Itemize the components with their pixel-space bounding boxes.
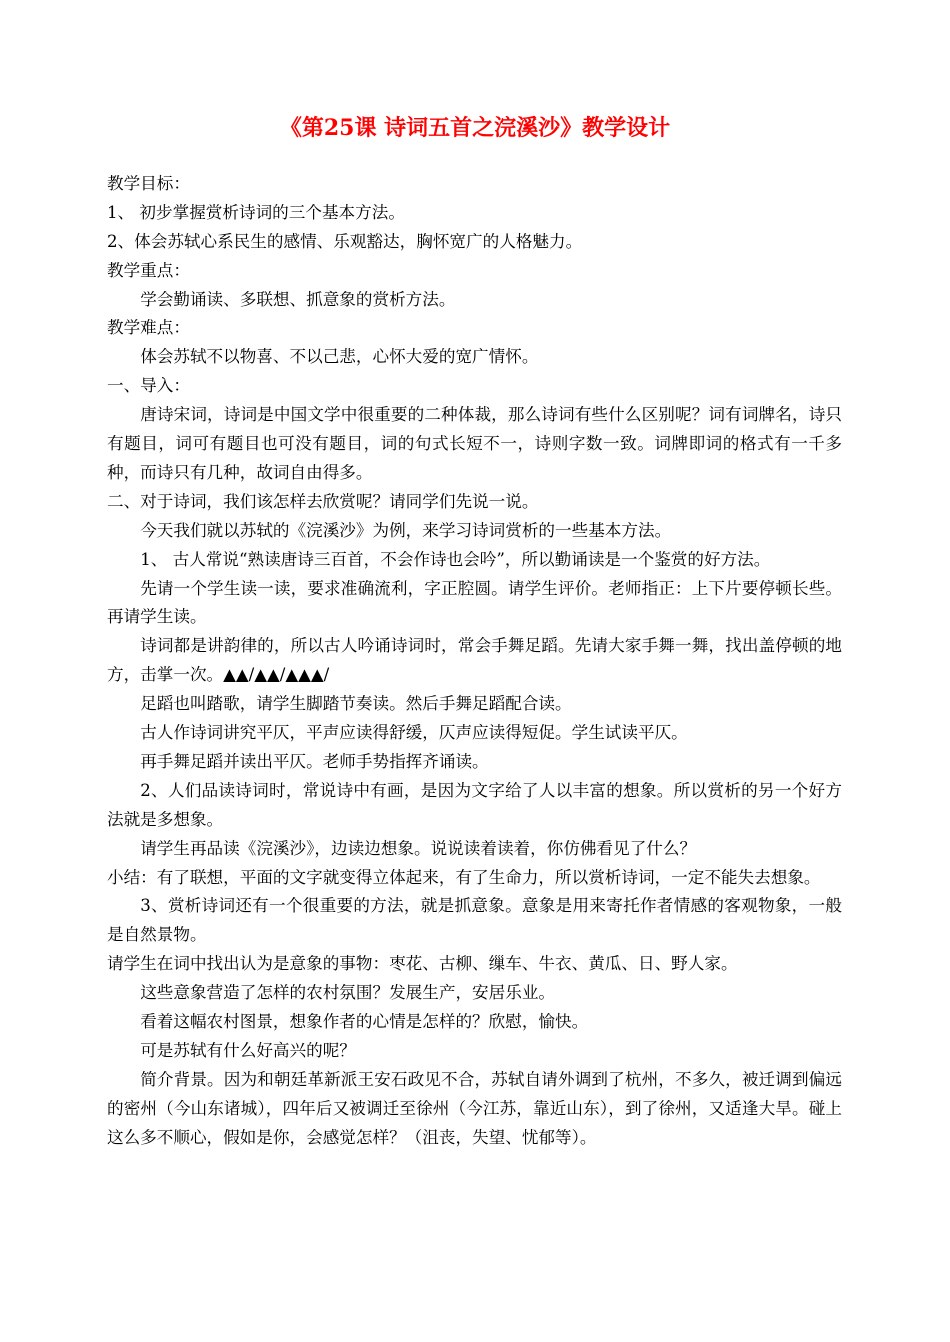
document-body (107, 170, 842, 1153)
method2-paragraph-1: 请学生再品读《浣溪沙》，边读边想象。说说读着读着，你仿佛看见了什么？ (140, 838, 697, 858)
objective-item-2: 2、体会苏轼心系民生的感情、乐观豁达，胸怀宽广的人格魅力。 (107, 231, 583, 251)
section1-paragraph: 唐诗宋词，诗词是中国文学中很重要的二种体裁，那么诗词有些什么区别呢？词有词牌名，诗只有题目，词可有题目也可没有题目，词的句式长短不一，诗则字数一致。词牌即词的格式有一千多种，而诗只有几种，故词自由得多。 (107, 405, 842, 482)
method1-paragraph-5: 再手舞足蹈并读出平仄。老师手势指挥齐诵读。 (140, 751, 489, 771)
method2-summary: 小结：有了联想，平面的文字就变得立体起来，有了生命力，所以赏析诗词，一定不能失去想象。 (107, 867, 821, 887)
method3-paragraph-2: 这些意象营造了怎样的农村氛围？发展生产，安居乐业。 (140, 983, 556, 1003)
method1-heading: 1、 古人常说“熟读唐诗三百首，不会作诗也会吟”，所以勤诵读是一个鉴赏的好方法。 (140, 549, 771, 569)
method1-paragraph-2: 诗词都是讲韵律的，所以古人吟诵诗词时，常会手舞足蹈。先请大家手舞一舞，找出盖停顿的地方，击掌一次。▲▲/▲▲/▲▲▲/ (107, 636, 842, 685)
method3-paragraph-1: 请学生在词中找出认为是意象的事物：枣花、古柳、缫车、牛衣、黄瓜、日、野人家。 (107, 954, 738, 974)
method3-paragraph-5: 简介背景。因为和朝廷革新派王安石政见不合，苏轼自请外调到了杭州，不多久，被迁调到偏远的密州（今山东诸城），四年后又被调迁至徐州（今江苏，靠近山东），到了徐州，又适逢大旱。碰上这么多不顺心，假如是你，会感觉怎样？（沮丧，失望、忧郁等）。 (107, 1069, 842, 1147)
method3-heading: 3、赏析诗词还有一个很重要的方法，就是抓意象。意象是用来寄托作者情感的客观物象，一般是自然景物。 (107, 896, 842, 945)
key-points-text: 学会勤诵读、多联想、抓意象的赏析方法。 (140, 289, 456, 309)
document-title: 《第25课 诗词五首之浣溪沙》教学设计 (279, 115, 671, 141)
section2-intro: 今天我们就以苏轼的《浣溪沙》为例，来学习诗词赏析的一些基本方法。 (140, 520, 672, 540)
objective-item-1: 1、 初步掌握赏析诗词的三个基本方法。 (107, 202, 405, 222)
method1-paragraph-3: 足蹈也叫踏歌，请学生脚踏节奏读。然后手舞足蹈配合读。 (140, 694, 572, 714)
method1-paragraph-4: 古人作诗词讲究平仄，平声应读得舒缓，仄声应读得短促。学生试读平仄。 (140, 723, 688, 743)
method3-paragraph-4: 可是苏轼有什么好高兴的呢？ (140, 1040, 356, 1060)
section2-heading: 二、对于诗词，我们该怎样去欣赏呢？请同学们先说一说。 (107, 491, 539, 511)
section1-heading: 一、导入： (107, 376, 190, 396)
objectives-heading: 教学目标： (107, 174, 190, 193)
difficulties-heading: 教学难点： (107, 318, 190, 338)
method2-heading: 2、人们品读诗词时，常说诗中有画，是因为文字给了人以丰富的想象。所以赏析的另一个好方法就是多想象。 (107, 780, 842, 829)
method3-paragraph-3: 看着这幅农村图景，想象作者的心情是怎样的？欣慰，愉快。 (140, 1012, 589, 1032)
key-points-heading: 教学重点： (107, 260, 190, 280)
method1-paragraph-1: 先请一个学生读一读，要求准确流利，字正腔圆。请学生评价。老师指正：上下片要停顿长些。再请学生读。 (107, 578, 842, 627)
difficulties-text: 体会苏轼不以物喜、不以己悲，心怀大爱的宽广情怀。 (140, 347, 539, 367)
